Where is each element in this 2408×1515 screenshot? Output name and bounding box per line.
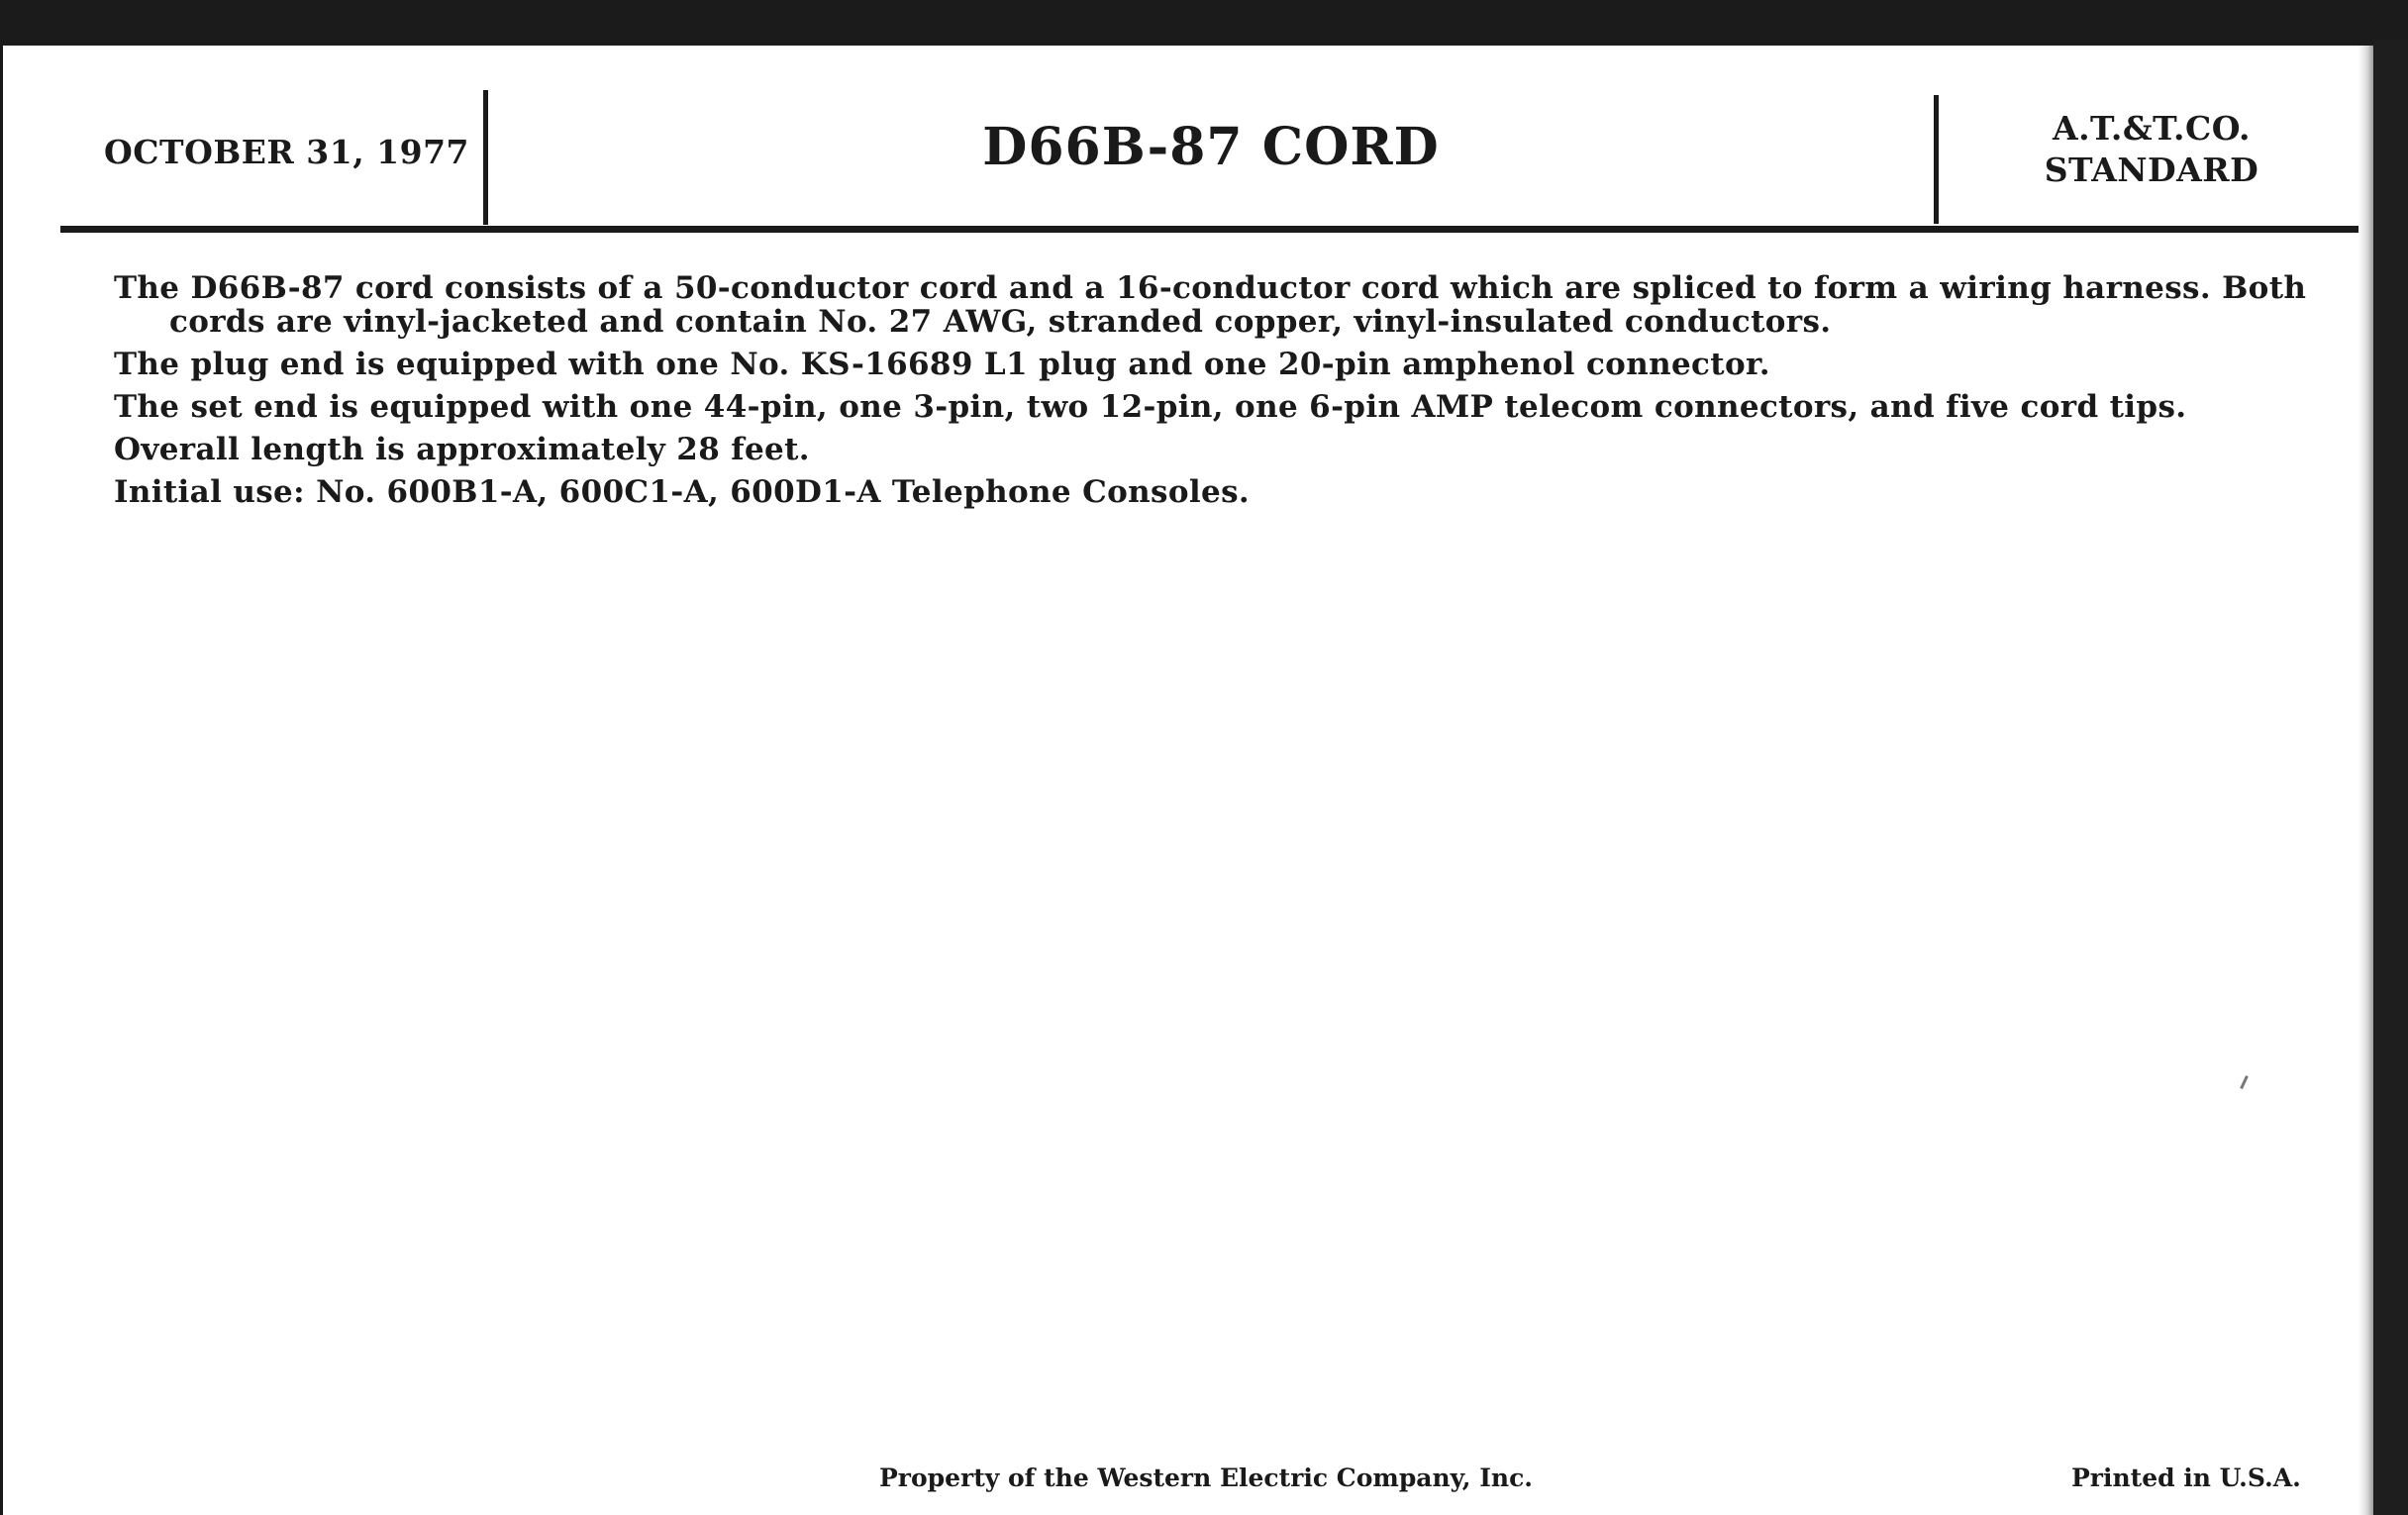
paragraph-initial-use: Initial use: No. 600B1-A, 600C1-A, 600D1-A Telephone Consoles. xyxy=(114,474,1251,510)
document-card xyxy=(3,46,2373,1515)
paragraph-plug-end: The plug end is equipped with one No. KS-16689 L1 plug and one 20-pin amphenol connector. xyxy=(114,347,1770,382)
standard-label-line2: STANDARD xyxy=(2044,151,2259,189)
header-rule xyxy=(60,226,2360,233)
scan-right-edge xyxy=(2373,40,2408,1515)
document-body xyxy=(114,271,2322,518)
header-date: OCTOBER 31, 1977 xyxy=(104,133,470,171)
paragraph-description: The D66B-87 cord consists of a 50-conductor cord and a 16-conductor cord which are spliced to form a wiring harness. Both cords are vinyl-jacketed and contain No. 27 AWG, stranded copper, vinyl-insulated conductors. xyxy=(114,270,2307,340)
scan-speck xyxy=(2240,1075,2249,1089)
page-title: D66B-87 CORD xyxy=(982,117,1440,177)
standard-label xyxy=(1939,108,2364,191)
standard-label-line1: A.T.&T.CO. xyxy=(2052,109,2252,148)
paragraph-set-end: The set end is equipped with one 44-pin, one 3-pin, two 12-pin, one 6-pin AMP telecom connectors, and five cord tips. xyxy=(114,389,2187,425)
footer-property: Property of the Western Electric Company, Inc. xyxy=(879,1464,1534,1492)
footer-printed: Printed in U.S.A. xyxy=(2071,1464,2301,1492)
paragraph-length: Overall length is approximately 28 feet. xyxy=(114,432,810,467)
scan-edge-shadow xyxy=(2358,46,2373,1515)
